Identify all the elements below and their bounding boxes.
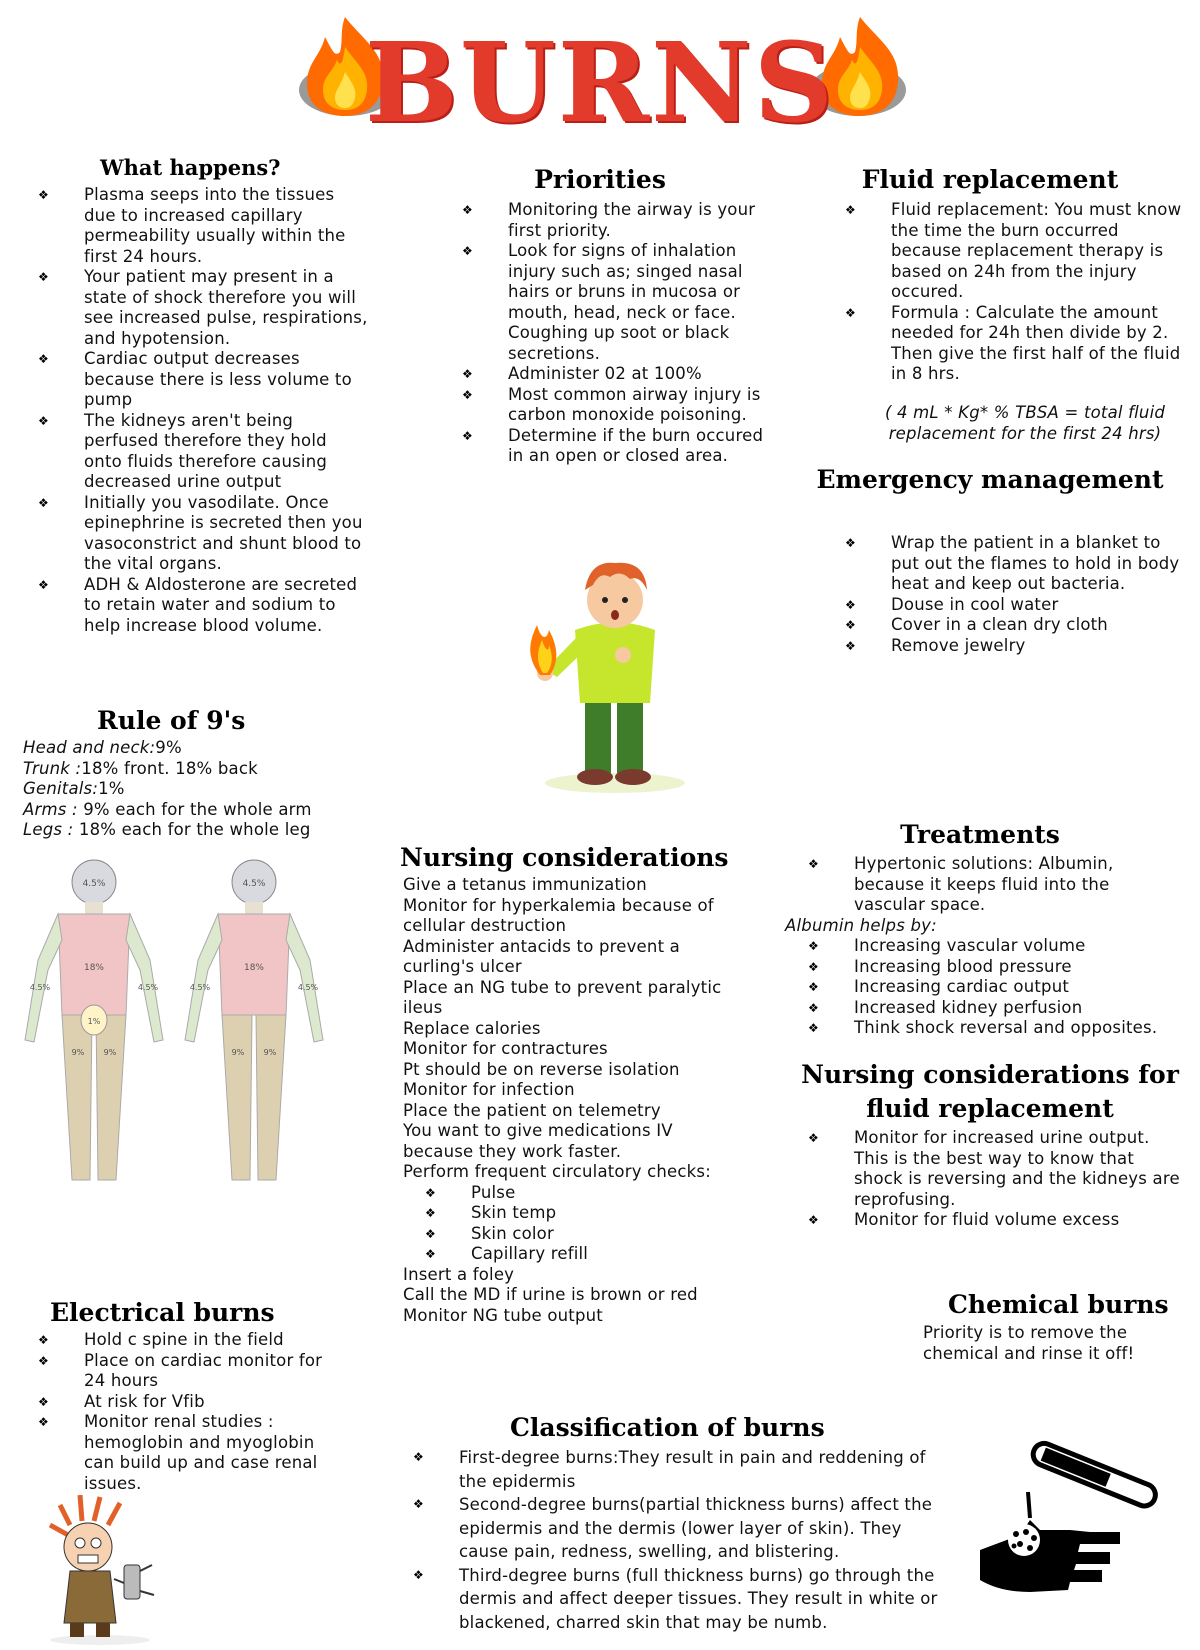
- rule-row-legs: Legs : 18% each for the whole leg: [23, 820, 311, 839]
- diagram-arm-front-right: 4.5%: [137, 983, 159, 992]
- diagram-trunk-front: 18%: [83, 963, 105, 973]
- rule-row-arms: Arms : 9% each for the whole arm: [23, 799, 312, 819]
- fluid-replacement-list: [845, 200, 1185, 385]
- diagram-arm-back-left: 4.5%: [189, 983, 211, 992]
- treatments-list: [808, 854, 1178, 916]
- diagram-head-back: 4.5%: [242, 879, 266, 889]
- what-happens-heading: What happens?: [100, 155, 281, 180]
- diagram-arm-front-left: 4.5%: [29, 983, 51, 992]
- treatments-heading: Treatments: [900, 820, 1060, 849]
- fluid-replacement-heading: Fluid replacement: [861, 165, 1119, 194]
- albumin-label: Albumin helps by:: [785, 916, 937, 935]
- list-item: ❖ Cover in a clean dry cloth: [845, 615, 1185, 636]
- nursing-line: Insert a foley: [403, 1264, 515, 1284]
- nursing-fluid-heading: Nursing considerations for fluid replacement: [801, 1060, 1179, 1123]
- list-item: ❖ Initially you vasodilate. Once epinephrine is secreted then you vasoconstrict and shunt blood to the vital organs.: [38, 493, 368, 575]
- nursing-line: Place the patient on telemetry: [403, 1100, 661, 1120]
- rule-of-nines-heading: Rule of 9's: [97, 706, 246, 735]
- list-item: ❖ Hold c spine in the field: [38, 1330, 328, 1351]
- nursing-line: Administer antacids to prevent a curling's ulcer: [403, 936, 680, 976]
- nursing-fluid-list: [808, 1128, 1183, 1231]
- list-item: ❖ Monitor for increased urine output. This is the best way to know that shock is reversing and the kidneys are reprofusing.: [808, 1128, 1183, 1210]
- nursing-line: Replace calories: [403, 1018, 541, 1038]
- electrical-heading: Electrical burns: [50, 1298, 275, 1327]
- list-item: ❖ ADH & Aldosterone are secreted to retain water and sodium to help increase blood volume.: [38, 575, 368, 637]
- list-item: ❖ Place on cardiac monitor for 24 hours: [38, 1351, 328, 1392]
- albumin-list: [808, 936, 1188, 1039]
- list-item: ❖ Pulse: [425, 1183, 743, 1204]
- list-item: ❖ Administer 02 at 100%: [462, 364, 772, 385]
- rule-row-genitals: Genitals:1%: [23, 779, 125, 798]
- list-item: ❖ Capillary refill: [425, 1244, 743, 1265]
- list-item: ❖ Monitoring the airway is your first priority.: [462, 200, 772, 241]
- priorities-heading: Priorities: [534, 165, 666, 194]
- rule-row-trunk: Trunk :18% front. 18% back: [23, 758, 258, 778]
- diagram-leg-front-right: 9%: [103, 1048, 117, 1057]
- list-item: ❖ Hypertonic solutions: Albumin, because it keeps fluid into the vascular space.: [808, 854, 1178, 916]
- rule-row-head: Head and neck:9%: [23, 738, 182, 757]
- chemical-hand-icon: [970, 1440, 1180, 1604]
- emergency-heading: Emergency management: [816, 465, 1164, 494]
- chemical-text: Priority is to remove the chemical and rinse it off!: [923, 1323, 1135, 1363]
- list-item: ❖ Monitor renal studies : hemoglobin and myoglobin can build up and case renal issues.: [38, 1412, 328, 1494]
- list-item: ❖ Monitor for fluid volume excess: [808, 1210, 1183, 1231]
- chemical-heading: Chemical burns: [948, 1290, 1169, 1319]
- list-item: ❖ Second-degree burns(partial thickness burns) affect the epidermis and the dermis (lower layer of skin). They cause pain, redness, swelling, and blistering.: [413, 1493, 948, 1564]
- list-item: ❖ Increasing cardiac output: [808, 977, 1188, 998]
- list-item: ❖ Fluid replacement: You must know the time the burn occurred because replacement therapy is based on 24h from the injury occured.: [845, 200, 1185, 303]
- what-happens-list: [38, 185, 368, 636]
- list-item: ❖ Formula : Calculate the amount needed for 24h then divide by 2. Then give the first half of the fluid in 8 hrs.: [845, 303, 1185, 385]
- electrocuted-man-illustration: [30, 1495, 170, 1649]
- priorities-list: [462, 200, 772, 467]
- diagram-leg-back-right: 9%: [263, 1048, 277, 1057]
- nursing-line: You want to give medications IV because they work faster.: [403, 1121, 673, 1161]
- list-item: ❖ Remove jewelry: [845, 636, 1185, 657]
- diagram-leg-back-left: 9%: [231, 1048, 245, 1057]
- diagram-trunk-back: 18%: [243, 963, 265, 973]
- list-item: ❖ Third-degree burns (full thickness burns) go through the dermis and affect deeper tissues. They result in white or blackened, charred skin that may be numb.: [413, 1564, 948, 1635]
- nursing-line: Monitor NG tube output: [403, 1305, 603, 1325]
- fluid-formula: ( 4 mL * Kg* % TBSA = total fluid replacement for the first 24 hrs): [884, 403, 1166, 443]
- list-item: ❖ Increased kidney perfusion: [808, 998, 1188, 1019]
- electrical-list: [38, 1330, 328, 1494]
- list-item: ❖ Increasing vascular volume: [808, 936, 1188, 957]
- nursing-line: Perform frequent circulatory checks:: [403, 1162, 711, 1181]
- list-item: ❖ Plasma seeps into the tissues due to increased capillary permeability usually within the first 24 hours.: [38, 185, 368, 267]
- diagram-genitals: 1%: [87, 1017, 101, 1026]
- list-item: ❖ Skin color: [425, 1224, 743, 1245]
- burning-boy-illustration: [505, 545, 705, 799]
- page-title: BURNS: [364, 18, 836, 147]
- list-item: ❖ Cardiac output decreases because there is less volume to pump: [38, 349, 368, 411]
- list-item: ❖ Look for signs of inhalation injury such as; singed nasal hairs or bruns in mucosa or mouth, head, neck or face. Coughing up soot or black secretions.: [462, 241, 772, 364]
- list-item: ❖ Increasing blood pressure: [808, 957, 1188, 978]
- list-item: ❖ Douse in cool water: [845, 595, 1185, 616]
- diagram-leg-front-left: 9%: [71, 1048, 85, 1057]
- nursing-line: Monitor for hyperkalemia because of cellular destruction: [403, 895, 714, 935]
- classification-list: [413, 1446, 948, 1634]
- list-item: ❖ Determine if the burn occured in an open or closed area.: [462, 426, 772, 467]
- nursing-line: Monitor for infection: [403, 1080, 575, 1099]
- classification-heading: Classification of burns: [510, 1413, 825, 1442]
- list-item: ❖ Most common airway injury is carbon monoxide poisoning.: [462, 385, 772, 426]
- list-item: ❖ Your patient may present in a state of shock therefore you will see increased pulse, respirations, and hypotension.: [38, 267, 368, 349]
- emergency-list: [845, 533, 1185, 656]
- list-item: ❖ The kidneys aren't being perfused therefore they hold onto fluids therefore causing decreased urine output: [38, 411, 368, 493]
- nursing-line: Give a tetanus immunization: [403, 875, 647, 894]
- list-item: ❖ Skin temp: [425, 1203, 743, 1224]
- nursing-line: Pt should be on reverse isolation: [403, 1059, 680, 1079]
- rule-of-nines-rows: [23, 738, 353, 841]
- diagram-head-front: 4.5%: [82, 879, 106, 889]
- nursing-line: Call the MD if urine is brown or red: [403, 1285, 698, 1304]
- list-item: ❖ Think shock reversal and opposites.: [808, 1018, 1188, 1039]
- list-item: ❖ At risk for Vfib: [38, 1392, 328, 1413]
- list-item: ❖ First-degree burns:They result in pain and reddening of the epidermis: [413, 1446, 948, 1493]
- rule-of-nines-diagram: [10, 850, 340, 1224]
- list-item: ❖ Wrap the patient in a blanket to put out the flames to hold in body heat and keep out bacteria.: [845, 533, 1185, 595]
- nursing-line: Monitor for contractures: [403, 1039, 608, 1058]
- diagram-arm-back-right: 4.5%: [297, 983, 319, 992]
- nursing-heading: Nursing considerations: [400, 843, 729, 872]
- nursing-lines: [403, 875, 743, 1326]
- circulatory-checks-list: [425, 1183, 743, 1265]
- nursing-line: Place an NG tube to prevent paralytic ileus: [403, 977, 722, 1017]
